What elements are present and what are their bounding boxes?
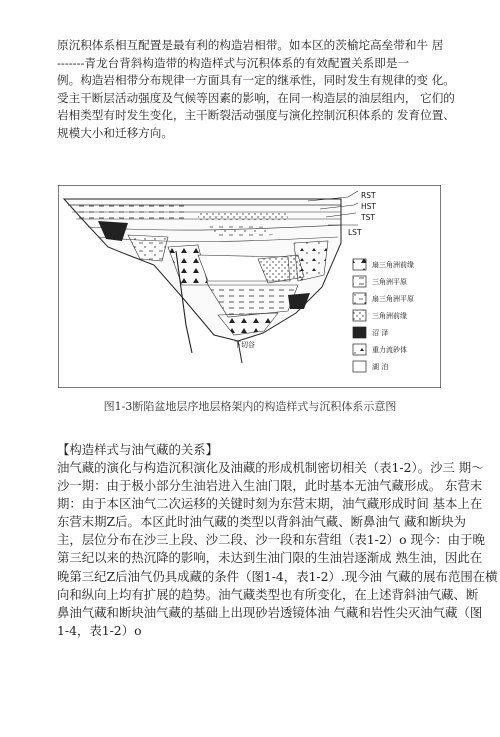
surface-label-tst: TST	[361, 213, 375, 222]
text-line: 东营末期Z后。本区此时油气藏的类型以背斜油气藏、断鼻油气 藏和断块为	[57, 514, 467, 530]
dash-pattern-icon	[353, 276, 366, 287]
text-line: 鼻油气藏和断块油气藏的基础上出现砂岩透镜体油 气藏和岩性尖灭油气藏（图	[57, 604, 483, 620]
solid-black-icon	[353, 327, 366, 338]
section-heading: 【构造样式与油气藏的关系】	[57, 442, 219, 457]
paragraph-structural-facies	[57, 37, 455, 143]
blank-box-icon	[353, 361, 366, 372]
text-line: 1-4，表1-2）o	[57, 622, 142, 638]
legend-label: 沼 泽	[372, 329, 389, 337]
text-line: 沙一期：由于极小部分生油岩进入生油门限，此时基本无油气藏形成。 东营末	[57, 478, 483, 494]
legend-label: 湖 泊	[372, 363, 389, 371]
text-line: 原沉积体系相互配置是最有利的构造岩相带。如本区的茨榆坨高垒带和牛 居	[57, 38, 444, 52]
sequence-stratigraphy-figure	[58, 185, 441, 388]
triangle-pattern-icon	[353, 259, 366, 270]
text-line: 受主干断层活动强度及气候等因素的影响，在同一构造层的油层组内， 它们的	[57, 90, 455, 105]
incised-valley-label: 下切谷	[234, 341, 255, 349]
surface-label-rst: RST	[361, 191, 376, 200]
legend-label: 三角洲平原	[372, 278, 407, 286]
legend-label: 扇三角洲平原	[372, 295, 414, 303]
dot-dash-pattern-icon	[353, 293, 366, 304]
text-line: 岩相类型有时发生变化，主干断裂活动强度与演化控制沉积体系的 发育位置、	[57, 108, 455, 123]
text-line: -------青龙台背斜构造带的构造样式与沉积体系的有效配置关系即是一	[57, 55, 410, 70]
legend-label: 三角洲前缘	[372, 312, 407, 320]
text-line: 主，层位分布在沙三上段、沙二段、沙一段和东营组（表1-2）o 现今：由于晚	[57, 532, 485, 548]
text-line: 期：由于本区油气二次运移的关键时刻为东营末期，油气藏形成时间 基本上在	[57, 496, 483, 512]
text-line: 第三纪以来的热沉降的影响，未达到生油门限的生油岩逐渐成 熟生油，因此在	[57, 550, 483, 566]
paragraph-hydrocarbon-reservoirs	[57, 459, 498, 640]
triangle-dot-pattern-icon	[353, 344, 366, 355]
surface-label-lst: LST	[348, 228, 362, 237]
surface-label-hst: HST	[361, 202, 376, 211]
text-line: 油气藏的演化与构造沉积演化及油藏的形成机制密切相关（表1-2）。沙三 期〜	[57, 460, 484, 475]
figure-caption: 图1-3断陷盆地层序地层格架内的构造样式与沉积体系示意图	[103, 400, 397, 413]
text-line: 例。构造岩相带分布规律一方面具有一定的继承性，同时发生有规律的变 化。	[57, 73, 455, 88]
text-line: 规模大小和迁移方向。	[57, 125, 173, 140]
text-line: 晚第三纪Z后油气仍具成藏的条件（图1-4，表1-2）.现今油 气藏的展布范围在横	[57, 568, 498, 584]
legend-label: 扇三角洲前缘	[372, 261, 414, 269]
dot-pattern-icon	[353, 310, 366, 321]
legend-label: 重力流砂体	[372, 346, 407, 354]
text-line: 向和纵向上均有扩展的趋势。油气藏类型也有所变化，在上述背斜油气藏、断	[57, 586, 479, 602]
